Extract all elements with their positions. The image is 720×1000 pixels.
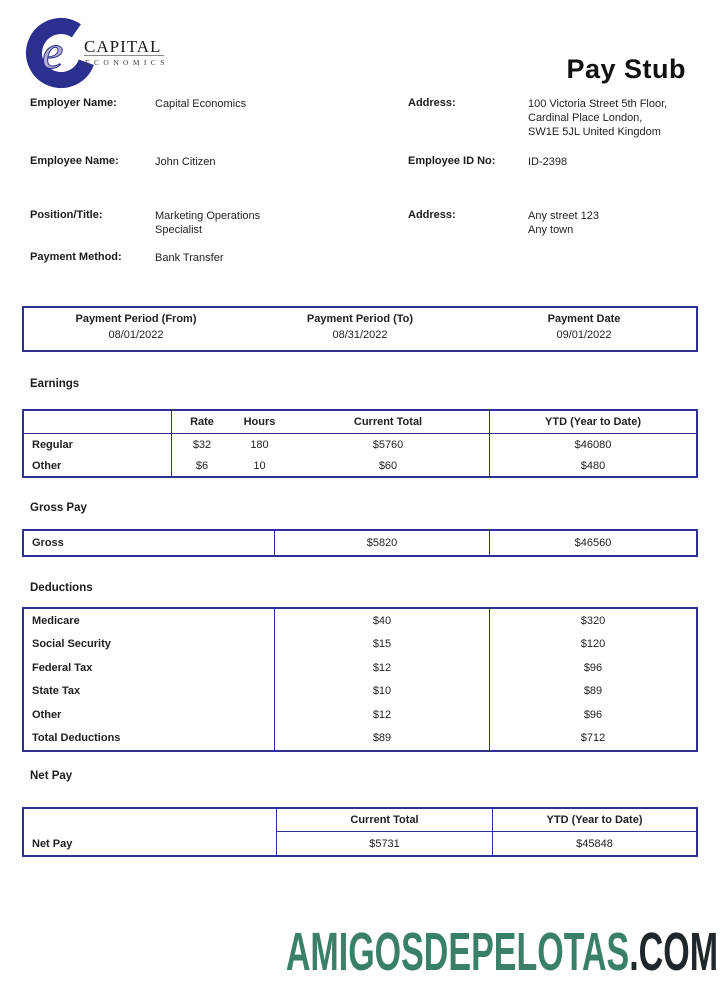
employer-name-value: Capital Economics — [155, 98, 247, 110]
payment-date-value: 09/01/2022 — [556, 329, 612, 341]
employee-id-value: ID-2398 — [528, 156, 568, 168]
earnings-header-current: Current Total — [287, 411, 490, 433]
deductions-heading: Deductions — [30, 582, 93, 594]
earnings-header-blank — [24, 411, 172, 433]
gross-ytd: $46560 — [574, 537, 612, 549]
earnings-regular-rate: $32 — [192, 438, 212, 451]
net-pay-ytd-value: $45848 — [576, 837, 613, 850]
payment-period-table — [22, 306, 698, 352]
payment-period-to-column — [248, 308, 472, 350]
federal-tax-current: $12 — [275, 656, 490, 680]
earnings-regular-current: $5760 — [287, 434, 490, 455]
social-security-ytd: $120 — [580, 638, 606, 651]
earnings-header-hours: Hours — [243, 416, 276, 428]
earnings-other-ytd: $480 — [580, 459, 606, 472]
total-deductions-label: Total Deductions — [24, 727, 275, 751]
earnings-other-rate: $6 — [195, 459, 209, 472]
earnings-row-regular — [24, 434, 696, 455]
earnings-regular-ytd: $46080 — [574, 438, 612, 451]
gross-row — [24, 531, 696, 555]
net-pay-label: Net Pay — [24, 809, 277, 855]
payment-method-value: Bank Transfer — [155, 252, 224, 264]
social-security-label: Social Security — [24, 633, 275, 657]
earnings-header-ytd: YTD (Year to Date) — [545, 416, 641, 428]
net-pay-current-header: Current Total — [277, 809, 493, 832]
logo-sub-wordmark: ECONOMICS — [85, 58, 169, 67]
employee-address-value — [528, 209, 599, 237]
federal-tax-label: Federal Tax — [24, 656, 275, 680]
payment-date-header: Payment Date — [547, 313, 621, 325]
employee-name-value: John Citizen — [155, 156, 216, 168]
deduction-row-state-tax — [24, 680, 696, 704]
deduction-row-social-security — [24, 633, 696, 657]
payment-period-to-value: 08/31/2022 — [332, 329, 388, 341]
employer-address-label: Address: — [408, 97, 456, 109]
state-tax-ytd: $89 — [583, 685, 603, 698]
gross-pay-table — [22, 529, 698, 557]
gross-label: Gross — [24, 531, 275, 555]
earnings-other-label: Other — [24, 455, 172, 476]
watermark-main-text: AMIGOSDEPELOTAS — [285, 922, 630, 982]
employer-address-value — [528, 97, 667, 139]
earnings-other-current: $60 — [287, 455, 490, 476]
medicare-ytd: $320 — [580, 614, 606, 627]
employer-address-line2: Cardinal Place London, — [528, 112, 643, 124]
position-title-value: Marketing Operations Specialist — [155, 210, 261, 236]
employee-id-label: Employee ID No: — [408, 155, 496, 167]
social-security-current: $15 — [275, 633, 490, 657]
earnings-regular-label: Regular — [24, 434, 172, 455]
earnings-row-other — [24, 455, 696, 476]
payment-period-from-value: 08/01/2022 — [108, 329, 164, 341]
gross-current: $5820 — [275, 531, 490, 555]
net-pay-heading: Net Pay — [30, 770, 73, 782]
watermark-suffix-text: .COM — [629, 922, 718, 982]
gross-pay-heading: Gross Pay — [30, 502, 87, 514]
medicare-current: $40 — [275, 609, 490, 633]
employer-address-line3: SW1E 5JL United Kingdom — [528, 126, 661, 138]
employee-name-label: Employee Name: — [30, 155, 119, 167]
logo-e-mark: e — [42, 26, 64, 79]
earnings-other-hours: 10 — [253, 459, 266, 472]
payment-method-label: Payment Method: — [30, 251, 122, 263]
employer-address-line1: 100 Victoria Street 5th Floor, — [528, 98, 668, 110]
deduction-row-federal-tax — [24, 656, 696, 680]
federal-tax-ytd: $96 — [583, 661, 603, 674]
other-deduction-ytd: $96 — [583, 708, 603, 721]
net-pay-ytd-header: YTD (Year to Date) — [493, 809, 696, 832]
state-tax-label: State Tax — [24, 680, 275, 704]
other-deduction-label: Other — [24, 703, 275, 727]
deductions-table — [22, 607, 698, 752]
employee-address-label: Address: — [408, 209, 456, 221]
logo-wordmark: CAPITAL — [84, 37, 162, 56]
earnings-table — [22, 409, 698, 478]
payment-period-from-column — [24, 308, 248, 350]
page-title: Pay Stub — [566, 54, 686, 84]
capital-economics-logo — [24, 10, 184, 94]
deduction-row-total — [24, 727, 696, 751]
state-tax-current: $10 — [275, 680, 490, 704]
deduction-row-medicare — [24, 609, 696, 633]
earnings-heading: Earnings — [30, 378, 80, 390]
payment-period-to-header: Payment Period (To) — [306, 313, 414, 325]
total-deductions-current: $89 — [275, 727, 490, 751]
employee-address-line1: Any street 123 — [528, 210, 599, 222]
earnings-header-row — [24, 411, 696, 434]
net-pay-table — [22, 807, 698, 857]
site-watermark — [286, 921, 718, 983]
total-deductions-ytd: $712 — [580, 732, 606, 745]
employee-address-line2: Any town — [528, 224, 574, 236]
employer-name-label: Employer Name: — [30, 97, 117, 109]
payment-period-from-header: Payment Period (From) — [75, 313, 197, 325]
other-deduction-current: $12 — [275, 703, 490, 727]
net-pay-current-value: $5731 — [277, 832, 493, 855]
payment-date-column — [472, 308, 696, 350]
medicare-label: Medicare — [24, 609, 275, 633]
earnings-regular-hours: 180 — [250, 438, 269, 451]
earnings-header-rate: Rate — [190, 416, 214, 428]
position-title-label: Position/Title: — [30, 209, 103, 221]
deduction-row-other — [24, 703, 696, 727]
